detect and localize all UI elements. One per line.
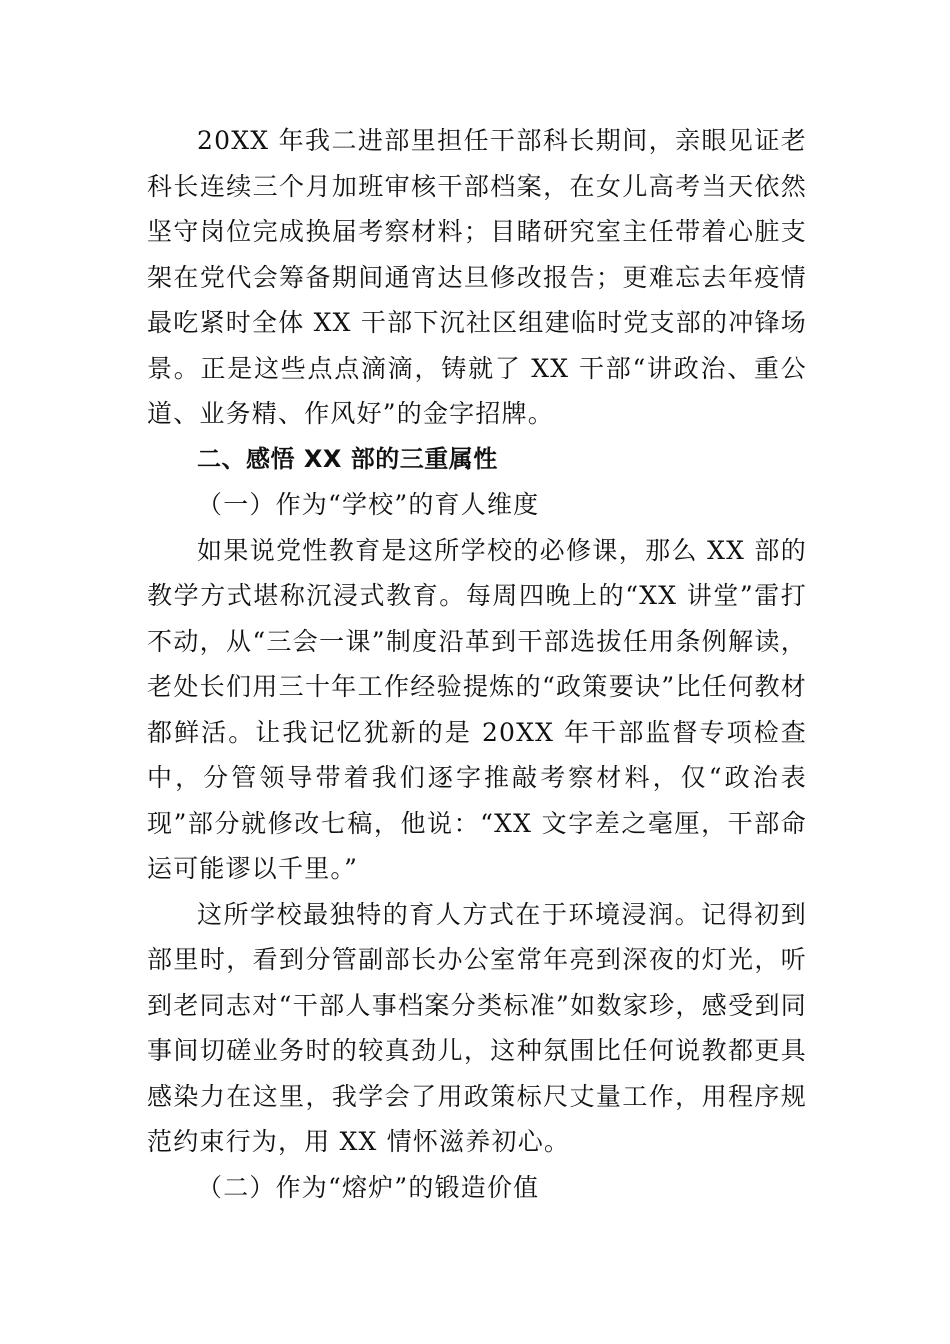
subsection-heading: （一）作为“学校”的育人维度 (197, 490, 540, 519)
body-paragraph: 这所学校最独特的育人方式在于环境浸润。记得初到部里时，看到分管副部长办公室常年亮到深夜的灯光，听到老同志对“干部人事档案分类标准”如数家珍，感受到同事间切磋业务时的较真劲儿，这种氛围比任何说教都更具感染力在这里，我学会了用政策标尺丈量工作，用程序规范约束行为，用 XX 情怀滋养初心。 (147, 899, 807, 1156)
section-heading: 二、感悟 XX 部的三重属性 (197, 444, 498, 473)
document-body (147, 118, 807, 1210)
body-paragraph: 20XX 年我二进部里担任干部科长期间，亲眼见证老科长连续三个月加班审核干部档案，在女儿高考当天依然坚守岗位完成换届考察材料；目睹研究室主任带着心脏支架在党代会筹备期间通宵达旦修改报告；更难忘去年疫情最吃紧时全体 XX 干部下沉社区组建临时党支部的冲锋场景。正是这些点点滴滴，铸就了 XX 干部“讲政治、重公道、业务精、作风好”的金字招牌。 (147, 126, 808, 428)
subsection-heading: （二）作为“熔炉”的锻造价值 (197, 1172, 540, 1202)
body-paragraph: 如果说党性教育是这所学校的必修课，那么 XX 部的教学方式堪称沉浸式教育。每周四晚上的“XX 讲堂”雷打不动，从“三会一课”制度沿革到干部选拔任用条例解读，老处长们用三十年工作经验提炼的“政策要诀”比任何教材都鲜活。让我记忆犹新的是 20XX 年干部监督专项检查中，分管领导带着我们逐字推敲考察材料，仅“政治表现”部分就修改七稿，他说：“XX 文字差之毫厘，干部命运可能谬以千里。” (147, 535, 807, 883)
